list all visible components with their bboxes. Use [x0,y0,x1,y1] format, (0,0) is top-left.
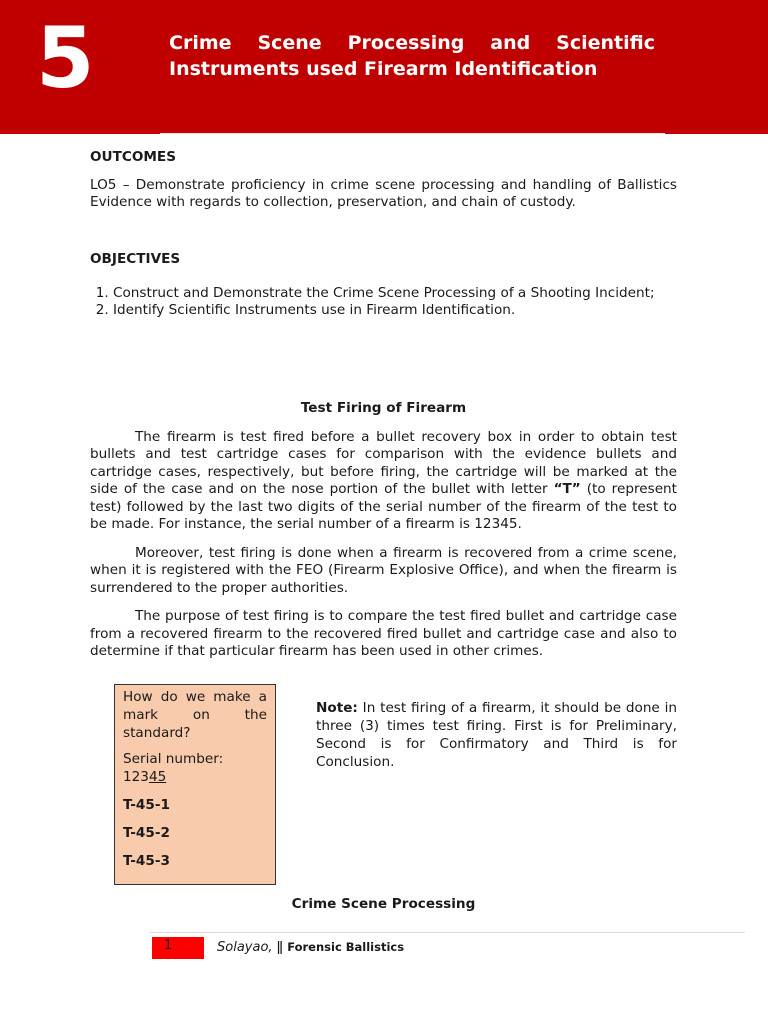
chapter-title-line-2: Instruments used Firearm Identification [169,58,598,80]
objectives-section [90,251,677,320]
note-block [316,699,677,771]
banner-divider [160,133,665,134]
test-firing-heading: Test Firing of Firearm [300,400,467,416]
callout-mark-1: T-45-1 [123,797,170,813]
chapter-number: 5 [36,9,95,107]
serial-mark-callout [114,684,276,885]
chapter-title [169,30,655,82]
objective-item-2: 2. Identify Scientific Instruments use in Firearm Identification. [113,302,677,320]
note-label: Note: [316,700,358,716]
callout-mark-3: T-45-3 [123,853,170,869]
outcomes-section [90,149,677,212]
footer-author: Solayao, [217,940,273,955]
test-firing-paragraph-1 [90,429,677,534]
objectives-list [90,285,677,320]
callout-serial-digits: 45 [148,769,167,785]
p1-text-end: (to represent test) followed by the last two digits of the serial number of the firearm of the test to be made. For instance, the serial number of a firearm is 12345. [90,481,677,532]
chapter-banner [0,0,768,134]
objective-item-1: 1. Construct and Demonstrate the Crime Scene Processing of a Shooting Incident; [113,285,677,303]
objectives-heading: OBJECTIVES [90,251,181,267]
outcomes-text: LO5 – Demonstrate proficiency in crime scene processing and handling of Ballistics Evidence with regards to collection, preservation, and chain of custody. [90,176,677,210]
callout-serial-label: Serial number: [123,751,224,767]
note-text: In test firing of a firearm, it should be done in three (3) times test firing. First is for Preliminary, Second is for Confirmatory and Third is for Conclusion. [316,700,677,770]
callout-question: How do we make a mark on the standard? [123,689,267,741]
footer-course: Forensic Ballistics [287,940,405,954]
test-firing-paragraph-3: The purpose of test firing is to compare the test fired bullet and cartridge case from a recovered firearm to the recovered fired bullet and cartridge case and also to determine if that particular firearm has been used in other crimes. [90,608,677,659]
test-firing-paragraph-2: Moreover, test firing is done when a firearm is recovered from a crime scene, when it is registered with the FEO (Firearm Explosive Office), and when the firearm is surrendered to the proper authorities. [90,544,677,596]
callout-serial [123,750,267,786]
p1-letter-t: “T” [553,481,581,497]
crime-scene-section [90,896,677,914]
footer-credit [217,940,404,955]
callout-mark-2: T-45-2 [123,825,170,841]
footer-divider [150,932,745,933]
p1-text-start: The firearm is test fired before a bullet recovery box in order to obtain test bullets and test cartridge cases for comparison with the evidence bullets and cartridge cases, respectively, but before firing, the cartridge will be marked at the side of the case and on the nose portion of the bullet with letter [90,428,677,497]
chapter-title-line-1: Crime Scene Processing and Scientific [169,32,655,54]
page-number: 1 [164,938,173,953]
test-firing-section [90,400,677,661]
crime-scene-heading: Crime Scene Processing [291,896,476,912]
page-number-box [152,937,204,959]
footer-separator: ǁ [272,940,288,955]
callout-serial-prefix: 123 [123,769,149,785]
outcomes-heading: OUTCOMES [90,149,177,165]
